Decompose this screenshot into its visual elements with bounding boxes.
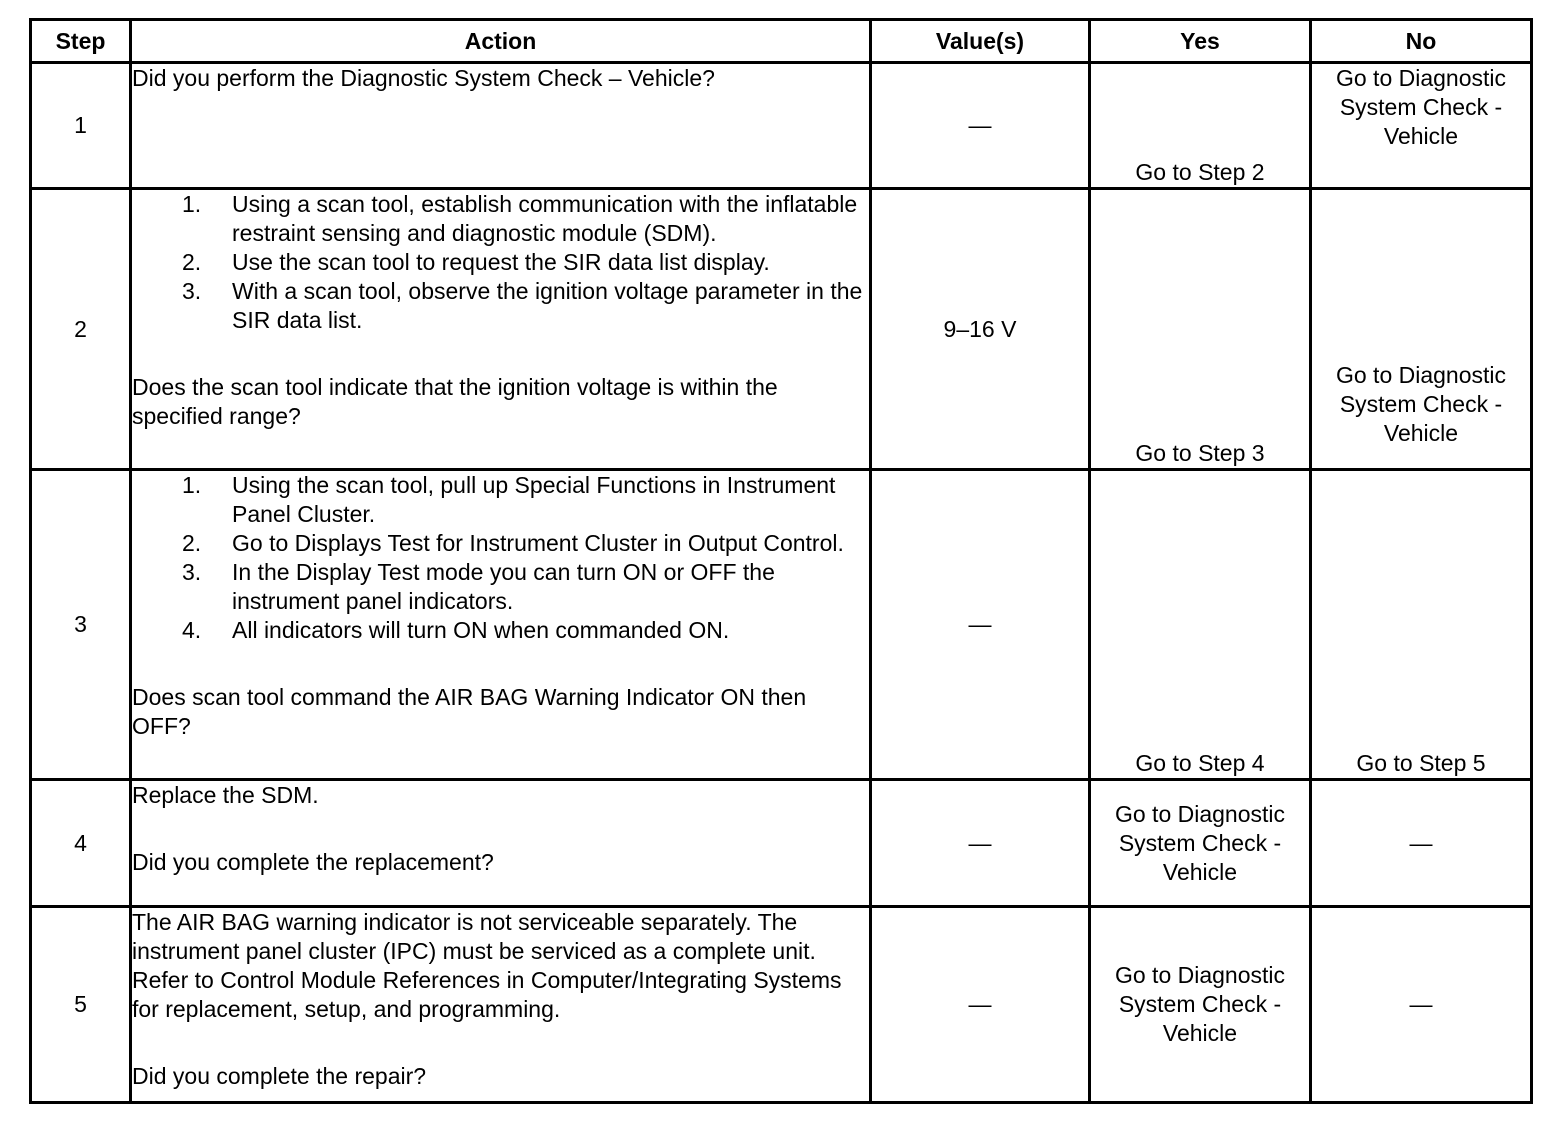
list-text: Using the scan tool, pull up Special Functions in Instrument Panel Cluster. <box>232 472 836 527</box>
no-line: Vehicle <box>1383 123 1459 149</box>
value-cell: — <box>871 907 1090 1103</box>
list-text: All indicators will turn ON when commanded ON. <box>232 617 730 643</box>
header-yes: Yes <box>1090 20 1311 63</box>
action-cell <box>131 907 871 1103</box>
action-text: Did you perform the Diagnostic System Check – Vehicle? <box>132 65 715 91</box>
action-list-item <box>132 248 869 277</box>
action-cell <box>131 189 871 470</box>
no-cell: Go to Step 5 <box>1311 470 1532 780</box>
header-no: No <box>1311 20 1532 63</box>
action-list-item <box>132 616 869 645</box>
yes-line: Vehicle <box>1162 858 1238 885</box>
list-text: In the Display Test mode you can turn ON or OFF the instrument panel indicators. <box>232 559 775 614</box>
list-number: 3. <box>182 559 202 585</box>
list-number: 1. <box>182 472 202 498</box>
no-cell <box>1311 189 1532 470</box>
yes-line: Go to Diagnostic <box>1114 800 1286 827</box>
value-cell: 9–16 V <box>871 189 1090 470</box>
step-number: 2 <box>31 189 131 470</box>
value-cell: — <box>871 780 1090 907</box>
action-cell <box>131 470 871 780</box>
action-text: The AIR BAG warning indicator is not serviceable separately. The instrument panel cluster (IPC) must be serviced as a complete unit. Refer to Control Module References in Computer/Integrating Systems for replacement, setup, and programming. <box>132 909 842 1022</box>
no-line: System Check - <box>1339 94 1503 120</box>
no-line: Go to Diagnostic <box>1335 65 1507 91</box>
action-question: Does scan tool command the AIR BAG Warning Indicator ON then OFF? <box>132 684 807 739</box>
table-row <box>31 470 1532 780</box>
table-row <box>31 189 1532 470</box>
action-list-item <box>132 190 869 248</box>
no-line: Vehicle <box>1383 420 1459 446</box>
table-row <box>31 907 1532 1103</box>
value-cell: — <box>871 470 1090 780</box>
yes-line: System Check - <box>1118 829 1282 856</box>
yes-cell <box>1090 907 1311 1103</box>
list-number: 4. <box>182 617 202 643</box>
yes-cell <box>1090 780 1311 907</box>
yes-cell: Go to Step 4 <box>1090 470 1311 780</box>
yes-cell: Go to Step 2 <box>1090 63 1311 189</box>
step-number: 4 <box>31 780 131 907</box>
value-cell: — <box>871 63 1090 189</box>
no-line: System Check - <box>1339 391 1503 417</box>
step-number: 3 <box>31 470 131 780</box>
list-text: Using a scan tool, establish communication with the inflatable restraint sensing and diagnostic module (SDM). <box>232 191 858 246</box>
list-text: Go to Displays Test for Instrument Cluster in Output Control. <box>232 530 844 556</box>
table-row <box>31 63 1532 189</box>
no-cell: — <box>1311 907 1532 1103</box>
list-number: 3. <box>182 278 202 304</box>
no-line: Go to Diagnostic <box>1335 362 1507 388</box>
list-text: With a scan tool, observe the ignition voltage parameter in the SIR data list. <box>232 278 863 333</box>
yes-cell: Go to Step 3 <box>1090 189 1311 470</box>
no-cell: — <box>1311 780 1532 907</box>
action-question: Does the scan tool indicate that the ignition voltage is within the specified range? <box>132 374 778 429</box>
action-list <box>132 471 869 645</box>
header-row <box>31 20 1532 63</box>
list-number: 1. <box>182 191 202 217</box>
action-cell <box>131 780 871 907</box>
yes-line: Vehicle <box>1162 1020 1238 1046</box>
list-text: Use the scan tool to request the SIR data list display. <box>232 249 770 275</box>
no-cell <box>1311 63 1532 189</box>
action-list-item <box>132 529 869 558</box>
action-text: Replace the SDM. <box>132 782 319 808</box>
action-question: Did you complete the replacement? <box>132 849 494 875</box>
list-number: 2. <box>182 249 202 275</box>
action-question: Did you complete the repair? <box>132 1063 427 1089</box>
yes-line: System Check - <box>1118 991 1282 1017</box>
header-step: Step <box>31 20 131 63</box>
table-row <box>31 780 1532 907</box>
header-values: Value(s) <box>871 20 1090 63</box>
action-list-item <box>132 471 869 529</box>
step-number: 5 <box>31 907 131 1103</box>
action-list-item <box>132 277 869 335</box>
list-number: 2. <box>182 530 202 556</box>
header-action: Action <box>131 20 871 63</box>
action-list-item <box>132 558 869 616</box>
step-number: 1 <box>31 63 131 189</box>
diagnostic-table <box>29 18 1533 1104</box>
action-cell <box>131 63 871 189</box>
action-list <box>132 190 869 335</box>
yes-line: Go to Diagnostic <box>1114 962 1286 988</box>
